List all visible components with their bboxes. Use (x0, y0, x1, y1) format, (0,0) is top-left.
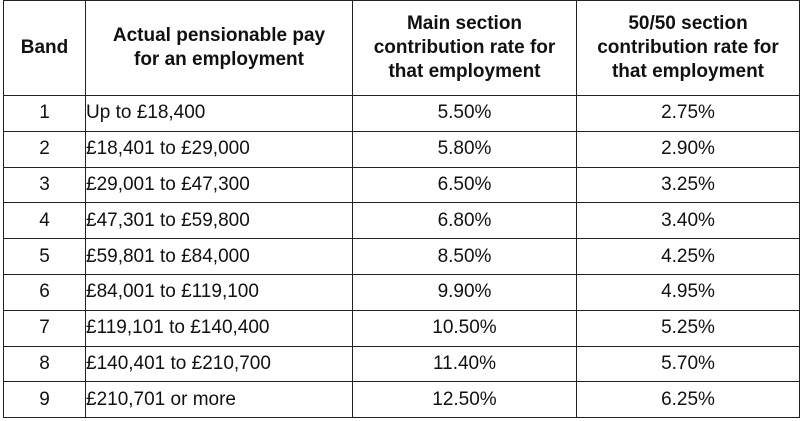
header-band: Band (4, 1, 86, 96)
header-fifty-line: that employment (611, 61, 765, 82)
band-cell: 2 (4, 131, 86, 167)
main-rate-cell: 5.80% (353, 131, 577, 167)
table-row (4, 167, 800, 203)
fifty-rate-cell: 6.25% (577, 382, 800, 418)
band-cell: 6 (4, 274, 86, 310)
main-rate-cell: 10.50% (353, 310, 577, 346)
header-main-rate (353, 1, 577, 96)
contribution-rates-table (3, 0, 800, 418)
main-rate-cell: 6.50% (353, 167, 577, 203)
band-cell: 3 (4, 167, 86, 203)
table-row (4, 310, 800, 346)
table-row (4, 382, 800, 418)
band-cell: 1 (4, 96, 86, 132)
pay-cell: £84,001 to £119,100 (86, 274, 353, 310)
main-rate-cell: 6.80% (353, 203, 577, 239)
header-row (4, 1, 800, 96)
band-cell: 5 (4, 239, 86, 275)
fifty-rate-cell: 4.95% (577, 274, 800, 310)
header-pay-line: Actual pensionable pay (112, 25, 326, 46)
main-rate-cell: 11.40% (353, 346, 577, 382)
pay-cell: £29,001 to £47,300 (86, 167, 353, 203)
band-cell: 7 (4, 310, 86, 346)
main-rate-cell: 9.90% (353, 274, 577, 310)
header-pay-line: for an employment (134, 49, 304, 70)
fifty-rate-cell: 3.40% (577, 203, 800, 239)
fifty-rate-cell: 5.25% (577, 310, 800, 346)
table-row (4, 96, 800, 132)
pay-cell: £47,301 to £59,800 (86, 203, 353, 239)
header-fifty-rate (577, 1, 800, 96)
table-row (4, 131, 800, 167)
main-rate-cell: 8.50% (353, 239, 577, 275)
pay-cell: £59,801 to £84,000 (86, 239, 353, 275)
pay-cell: £140,401 to £210,700 (86, 346, 353, 382)
pay-cell: £210,701 or more (86, 382, 353, 418)
table-row (4, 203, 800, 239)
pay-cell: Up to £18,400 (86, 96, 353, 132)
table-row (4, 274, 800, 310)
header-fifty-line: 50/50 section (628, 13, 748, 34)
fifty-rate-cell: 5.70% (577, 346, 800, 382)
table-row (4, 239, 800, 275)
main-rate-cell: 12.50% (353, 382, 577, 418)
pay-cell: £119,101 to £140,400 (86, 310, 353, 346)
fifty-rate-cell: 2.75% (577, 96, 800, 132)
fifty-rate-cell: 3.25% (577, 167, 800, 203)
header-main-line: that employment (388, 61, 541, 82)
header-main-line: contribution rate for (373, 37, 556, 58)
band-cell: 9 (4, 382, 86, 418)
table-row (4, 346, 800, 382)
band-cell: 8 (4, 346, 86, 382)
fifty-rate-cell: 2.90% (577, 131, 800, 167)
header-main-line: Main section (406, 13, 523, 34)
pay-cell: £18,401 to £29,000 (86, 131, 353, 167)
band-cell: 4 (4, 203, 86, 239)
main-rate-cell: 5.50% (353, 96, 577, 132)
header-pay (86, 1, 353, 96)
header-fifty-line: contribution rate for (597, 37, 779, 58)
fifty-rate-cell: 4.25% (577, 239, 800, 275)
